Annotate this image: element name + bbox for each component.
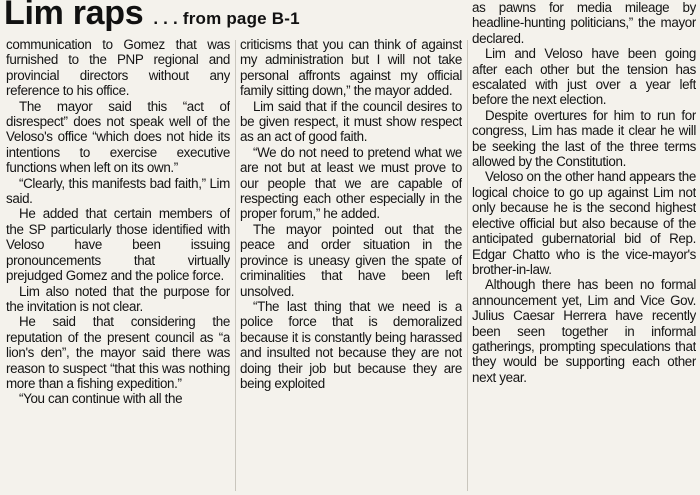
paragraph: Lim and Veloso have been going after each other but the tension has escalated with just over a year left before the next election. [472,46,696,108]
paragraph: The mayor said this “act of disrespect” does not speak well of the Veloso's office “which does not hide its intentions to exercise executive functions when left on its own.” [6,98,230,176]
paragraph: Despite overtures for him to run for congress, Lim has made it clear he will be seeking the last of the three terms allowed by the Constitution. [472,107,696,170]
article-column-1 [6,37,230,495]
paragraph: as pawns for media mileage by headline-hunting politicians,” the mayor declared. [472,0,696,46]
paragraph: Veloso on the other hand appears the logical choice to go up against Lim not only because he is the second highest elective official but also because of the anticipated gubernatorial bid of Rep. Edgar Chatto who is the vice-mayor's brother-in-law. [472,169,696,277]
column-divider [467,40,468,491]
paragraph: Lim also noted that the purpose for the invitation is not clear. [6,283,230,314]
paragraph: He said that considering the reputation of the present council as “a lion's den”, the mayor said there was reason to suspect “that this was nothing more than a fishing expedition.” [6,314,230,391]
paragraph: Although there has been no formal announcement yet, Lim and Vice Gov. Julius Caesar Herrera have recently been seen together in informal gatherings, prompting speculations that they would be supporting each other next year. [472,277,696,385]
article-column-2 [240,37,462,495]
headline [4,0,300,33]
paragraph: “You can continue with all the [19,391,183,407]
paragraph: communication to Gomez that was furnished to the PNP regional and provincial directors without any reference to his office. [6,37,230,99]
article-column-3 [472,0,696,495]
paragraph: criticisms that you can think of against my administration but I will not take personal affronts against my official family sitting down,” the mayor added. [240,37,462,99]
paragraph: Lim said that if the council desires to be given respect, it must show respect as an act of good faith. [240,98,462,145]
paragraph: He added that certain members of the SP particularly those identified with Veloso have been issuing pronouncements that virtually prejudged Gomez and the police force. [6,206,230,284]
headline-title: Lim raps [4,0,144,32]
paragraph: “Clearly, this manifests bad faith,” Lim said. [6,175,230,207]
paragraph: The mayor pointed out that the peace and order situation in the province is uneasy given the spate of criminalities that have been left unsolved. [240,221,462,299]
paragraph: “The last thing that we need is a police force that is demoralized because it is constantly being harassed and insulted not because they are not doing their job but because they are being exploited [240,298,462,391]
column-divider [235,40,236,491]
headline-jump-line: . . . from page B-1 [153,9,300,28]
paragraph: “We do not need to pretend what we are not but at least we must prove to our people that we are capable of respecting each other especially in the proper forum,” he added. [240,144,462,222]
